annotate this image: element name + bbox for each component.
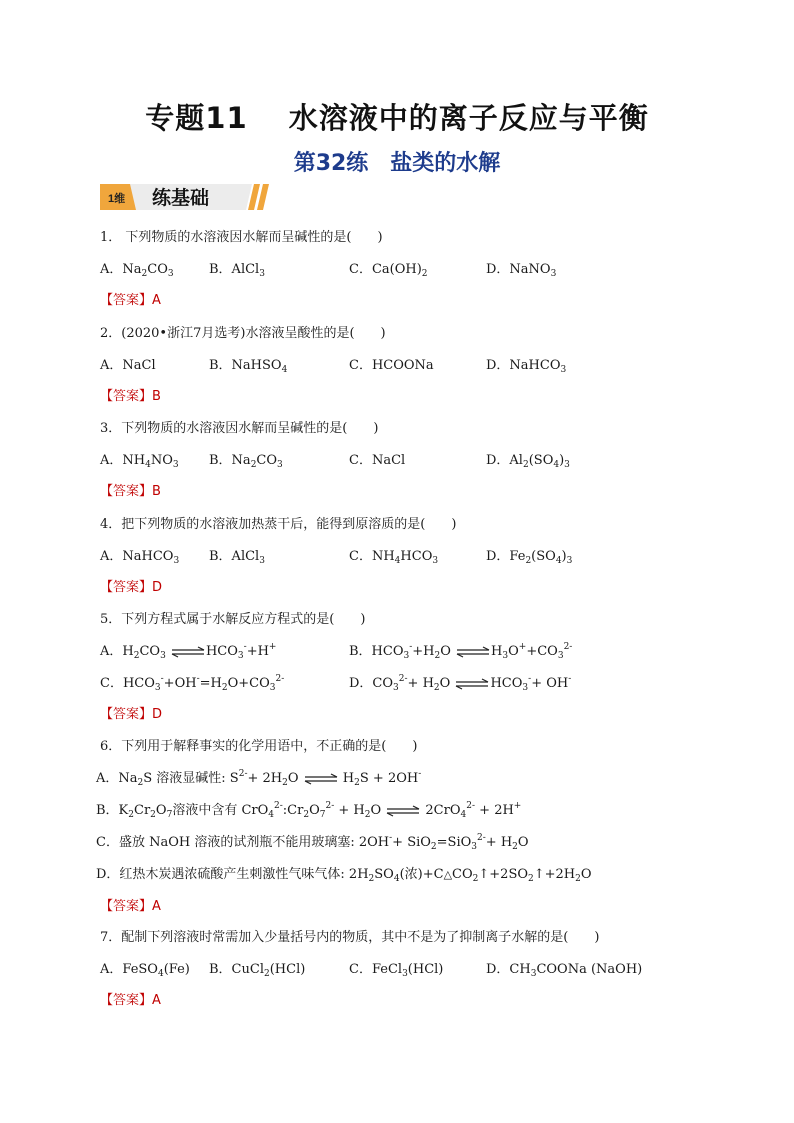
banner-tag: 1维 [108,193,126,205]
question-4-stem: 4．把下列物质的水溶液加热蒸干后，能得到原溶质的是( ) [100,517,457,532]
q4-option-b: B．AlCl$_3$ [209,549,265,566]
q3-option-d: D．$Al_2(SO_4)_3$ [486,453,570,470]
q2-option-c: C．HCOONa [349,358,434,373]
q1-answer: 【答案】A [100,293,161,308]
q1-option-d: D．NaNO$_3$ [486,262,557,279]
q4-option-a: A．NaHCO$_3$ [100,549,180,566]
q4-option-c: C．$NH_4HCO_3$ [349,549,439,566]
q1-option-c: C．$Ca(OH)_2$ [349,262,428,279]
q2-option-a: A．NaCl [100,358,156,373]
q4-option-d: D．$Fe_2(SO_4)_3$ [486,549,573,566]
q6-answer: 【答案】A [100,899,161,914]
q7-option-c: C．FeCl$_3$(HCl) [349,962,444,979]
q3-answer: 【答案】B [100,484,161,499]
q2-answer: 【答案】B [100,389,161,404]
q3-option-c: C．NaCl [349,453,406,468]
page-title: 专题11 水溶液中的离子反应与平衡 [145,101,649,135]
q7-option-d: D．$CH_3COONa$ (NaOH) [486,962,643,979]
q2-option-b: B．NaHSO$_4$ [209,358,288,375]
q3-option-a: A．$NH_4NO_3$ [100,453,179,470]
q5-option-b: B．$HCO_3^-+H_2O$ $H_3O^++CO_3^{2-}$ [349,642,573,661]
q5-option-d: D．$CO_3^{2-}+ H_2O$ $HCO_3^-+ OH^-$ [349,674,572,693]
q6-option-c: C．盛放 NaOH 溶液的试剂瓶不能用玻璃塞: $2OH^-+ SiO_2=SiO_3^{2-}+ H_2O$ [96,833,529,852]
q5-option-a: A．$H_2CO_3$ $HCO_3^-+H^+$ [100,642,277,661]
question-6-stem: 6．下列用于解释事实的化学用语中，不正确的是( ) [100,739,418,754]
q1-option-b: B．AlCl$_3$ [209,262,265,279]
page-subtitle: 第32练 盐类的水解 [293,151,501,176]
banner-label: 练基础 [152,187,210,209]
question-2-stem: 2．(2020•浙江7月选考)水溶液呈酸性的是( ) [100,326,386,341]
question-1-stem: 1． 下列物质的水溶液因水解而呈碱性的是( ) [100,230,383,245]
q2-option-d: D．NaHCO$_3$ [486,358,567,375]
question-3-stem: 3．下列物质的水溶液因水解而呈碱性的是( ) [100,421,379,436]
question-5-stem: 5．下列方程式属于水解反应方程式的是( ) [100,612,366,627]
q5-option-c: C．$HCO_3^-+OH^-=H_2O+CO_3^{2-}$ [100,674,285,693]
q5-answer: 【答案】D [100,707,163,722]
q7-option-b: B．CuCl$_2$(HCl) [209,962,306,979]
question-7-stem: 7．配制下列溶液时常需加入少量括号内的物质，其中不是为了抑制离子水解的是( ) [100,930,600,945]
q6-option-b: B．$K_2Cr_2O_7$溶液中含有 $CrO_4^{2-}:Cr_2O_7^{2-} + H_2O$ 2CrO$_4^{2-}$ + 2H+ [96,801,522,820]
q7-option-a: A．FeSO$_4$(Fe) [100,962,190,979]
q6-option-a: A．$Na_2S$ 溶液显碱性: $S^{2-}+ 2H_2O$ $H_2S + 2OH^-$ [96,769,422,788]
q7-answer: 【答案】A [100,993,161,1008]
q1-option-a: A．$Na_2CO_3$ [100,262,174,279]
q3-option-b: B．$Na_2CO_3$ [209,453,283,470]
section-banner [100,181,272,213]
q6-option-d: D．红热木炭遇浓硫酸产生刺激性气味气体: $2H_2SO_4$(浓)$+C\triangle CO_2↑+2SO_2↑+2H_2O$ [96,867,592,884]
q4-answer: 【答案】D [100,580,163,595]
